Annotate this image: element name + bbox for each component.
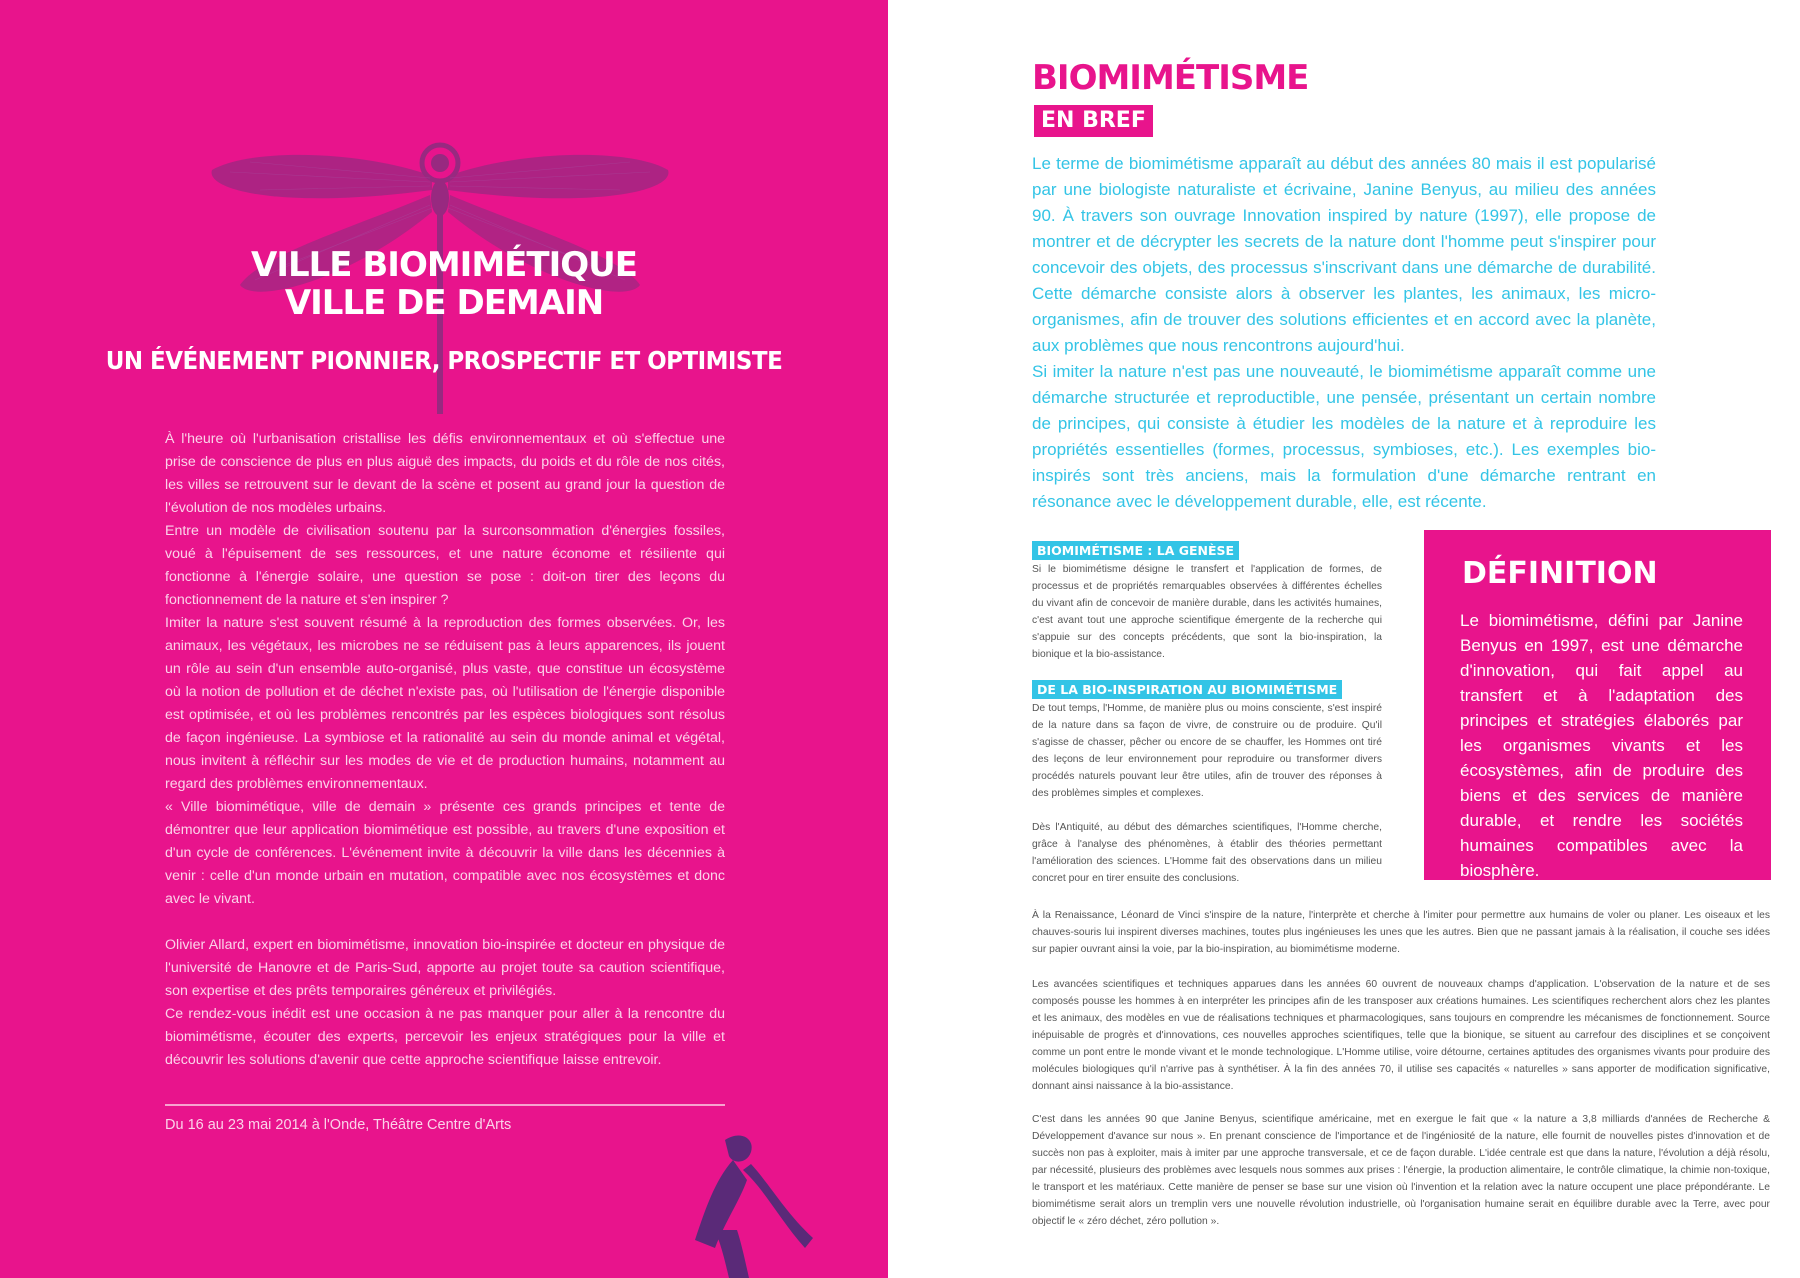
- divider: [165, 1104, 725, 1106]
- left-paragraph: Entre un modèle de civilisation soutenu par la surconsommation d'énergies fossiles, voué à l'épuisement de ses ressources, et une nature économe et résiliente qui fonctionne à l'énergie solaire, une question se pose : doit-on tirer des leçons du fonctionnement de la nature et s'en inspirer ?: [165, 523, 725, 608]
- event-subtitle: UN ÉVÉNEMENT PIONNIER, PROSPECTIF ET OPTIMISTE: [105, 346, 783, 375]
- left-body-text: [165, 428, 725, 1072]
- body-paragraph: [1032, 976, 1770, 1095]
- title-line-1: VILLE BIOMIMÉTIQUE: [251, 245, 637, 285]
- section-title: BIOMIMÉTISME: [1032, 58, 1309, 98]
- intro-paragraph: Le terme de biomimétisme apparaît au début des années 80 mais il est popularisé par une biologiste naturaliste et écrivaine, Janine Benyus, au milieu des années 90. À travers son ouvrage Innovation inspired by nature (1997), elle propose de montrer et de décrypter les secrets de la nature dont l'homme peut s'inspirer pour concevoir des objets, des processus s'inscrivant dans une démarche de durabilité. Cette démarche consiste alors à observer les plantes, les animaux, les micro-organismes, afin de trouver des solutions efficientes et en accord avec la planète, aux problèmes que nous rencontrons aujourd'hui.: [1032, 154, 1656, 355]
- left-paragraph: Imiter la nature s'est souvent résumé à la reproduction des formes observées. Or, les animaux, les végétaux, les microbes ne se réduisent pas à leurs apparences, ils jouent un rôle au sein d'un ensemble auto-organisé, plus vaste, que constitue un écosystème où la notion de pollution et de déchet n'existe pas, où l'utilisation de l'énergie disponible est optimisée, et où les problèmes rencontrés par les espèces biologiques sont résolus de façon ingénieuse. La symbiose et la rationalité au sein du monde animal et végétal, nous invitent à réfléchir sur les modes de vie et de production humains, notamment au regard des problèmes environnementaux.: [165, 615, 725, 792]
- left-paragraph: Olivier Allard, expert en biomimétisme, innovation bio-inspirée et docteur en physique de l'université de Hanovre et de Paris-Sud, apporte au projet toute sa caution scientifique, son expertise et des prêts temporaires généreux et privilégiés.: [165, 937, 725, 999]
- body-paragraph-text: À la Renaissance, Léonard de Vinci s'inspire de la nature, l'interprète et cherche à l'imiter pour permettre aux humains de voler ou planer. Les oiseaux et les chauves-souris lui inspirent diverses machines, toutes plus ingénieuses les unes que les autres. Bien que ne passant jamais à la réalisation, il couche ses idées sur papier ouvrant ainsi la voie, par la bio-inspiration, au biomimétisme moderne.: [1032, 910, 1770, 955]
- intro-text: [1032, 151, 1656, 515]
- left-paragraph: Ce rendez-vous inédit est une occasion à ne pas manquer pour aller à la rencontre du biomimétisme, écouter des experts, percevoir les enjeux stratégiques pour la ville et découvrir les solutions d'avenir que cette approche scientifique laisse entrevoir.: [165, 1006, 725, 1068]
- en-bref-tag: EN BREF: [1034, 105, 1153, 137]
- left-paragraph: À l'heure où l'urbanisation cristallise les défis environnementaux et où s'effectue une prise de conscience de plus en plus aiguë des impacts, du poids et du rôle de nos cités, les villes se retrouvent sur le devant de la scène et posent au grand jour la question de l'évolution de nos modèles urbains.: [165, 431, 725, 516]
- bioinspiration-section: [1032, 680, 1382, 887]
- definition-title: DÉFINITION: [1462, 556, 1658, 591]
- genese-heading: BIOMIMÉTISME : LA GENÈSE: [1032, 541, 1239, 560]
- left-page: [0, 0, 888, 1278]
- body-paragraph-text: Les avancées scientifiques et techniques apparues dans les années 60 ouvrent de nouveaux champs d'application. L'observation de la nature et de ses composés pousse les hommes à en interpréter les principes afin de les transposer aux créations humaines. Les scientifiques recherchent alors chez les plantes et les animaux, des modèles en vue de réalisations techniques et pharmacologiques, sans toujours en comprendre les mécanismes de fonctionnement. Source inépuisable de progrès et d'innovations, ces nouvelles approches scientifiques, telle que la bionique, se situent au carrefour des disciplines et se conçoivent comme un pont entre le monde vivant et le monde technologique. L'Homme utilise, voire détourne, certaines aptitudes des organismes vivants pour produire des molécules biologiques qu'il n'arrive pas à synthétiser. À la fin des années 70, il utilise ses capacités « naturelles » sans apporter de modification significative, donnant ainsi naissance à la bio-assistance.: [1032, 979, 1770, 1092]
- body-paragraph-text: C'est dans les années 90 que Janine Benyus, scientifique américaine, met en exergue le fait que « la nature a 3,8 milliards d'années de Recherche & Développement d'avance sur nous ». En prenant conscience de l'importance et de l'ingéniosité de la nature, elle fournit de nouvelles pistes d'innovation et de succès non pas à exploiter, mais à imiter par une approche transversale, et ce de façon durable. L'idée centrale est que dans la nature, l'évolution a déjà résolu, par nécessité, plusieurs des problèmes avec lesquels nous sommes aux prises : l'énergie, la production alimentaire, le contrôle climatique, la chimie non-toxique, le transport et les matériaux. Cette manière de penser se base sur une vision où l'invention et la relation avec la nature occupent une place prépondérante. Le biomimétisme serait alors un tremplin vers une nouvelle révolution industrielle, où l'organisation humaine serait en équilibre durable avec la Terre, avec pour objectif le « zéro déchet, zéro pollution ».: [1032, 1114, 1770, 1227]
- intro-paragraph: Si imiter la nature n'est pas une nouveauté, le biomimétisme apparaît comme une démarche structurée et reproductible, une pensée, présentant un certain nombre de principes, qui consiste à étudier les modèles de la nature et à reproduire les propriétés essentielles (formes, processus, symbioses, etc.). Les exemples bio-inspirés sont très anciens, mais la formulation d'une démarche rentrant en résonance avec le développement durable, elle, est récente.: [1032, 362, 1656, 511]
- title-line-2: VILLE DE DEMAIN: [284, 283, 604, 323]
- event-dates: Du 16 au 23 mai 2014 à l'Onde, Théâtre Centre d'Arts: [165, 1117, 512, 1133]
- left-paragraph: « Ville biomimétique, ville de demain » présente ces grands principes et tente de démontrer que leur application biomimétique est possible, au travers d'une exposition et d'un cycle de conférences. L'événement invite à découvrir la ville dans les décennies à venir : celle d'un monde urbain en mutation, compatible avec nos écosystèmes et donc avec le vivant.: [165, 799, 725, 907]
- body-paragraph: [1032, 907, 1770, 958]
- definition-text: Le biomimétisme, défini par Janine Benyus en 1997, est une démarche d'innovation, qui fait appel au transfert et à l'adaptation des principes et stratégies élaborés par les organismes vivants et les écosystèmes, afin de produire des biens et des services de manière durable, et rendre les sociétés humaines compatibles avec la biosphère.: [1460, 611, 1743, 880]
- right-page: [888, 0, 1800, 1278]
- genese-text: Si le biomimétisme désigne le transfert et l'application de formes, de processus et de propriétés remarquables observées à différentes échelles du vivant afin de concevoir de manière durable, dans les activités humaines, c'est avant tout une approche scientifique émergente de la recherche qui s'appuie sur des concepts précédents, que sont la bio-inspiration, la bionique et la bio-assistance.: [1032, 564, 1382, 660]
- definition-box: [1424, 530, 1771, 880]
- bioinspiration-paragraph: Dès l'Antiquité, au début des démarches scientifiques, l'Homme cherche, grâce à l'analyse des phénomènes, à établir des théories permettant l'amélioration des sciences. L'Homme fait des observations dans un milieu concret pour en tirer ensuite des conclusions.: [1032, 822, 1382, 884]
- body-paragraph: [1032, 1111, 1770, 1230]
- figure-silhouette: [685, 1130, 815, 1278]
- main-title: [0, 246, 888, 322]
- bioinspiration-paragraph: De tout temps, l'Homme, de manière plus ou moins consciente, s'est inspiré de la nature dans sa façon de vivre, de construire ou de produire. Qu'il s'agisse de chasser, pêcher ou encore de se chauffer, les Hommes ont tiré des leçons de leur environnement pour reproduire ou transformer divers procédés naturels pouvant leur être utiles, afin de trouver des réponses à des problèmes simples et complexes.: [1032, 703, 1382, 799]
- bioinspiration-heading: DE LA BIO-INSPIRATION AU BIOMIMÉTISME: [1032, 680, 1342, 699]
- genese-section: [1032, 541, 1382, 663]
